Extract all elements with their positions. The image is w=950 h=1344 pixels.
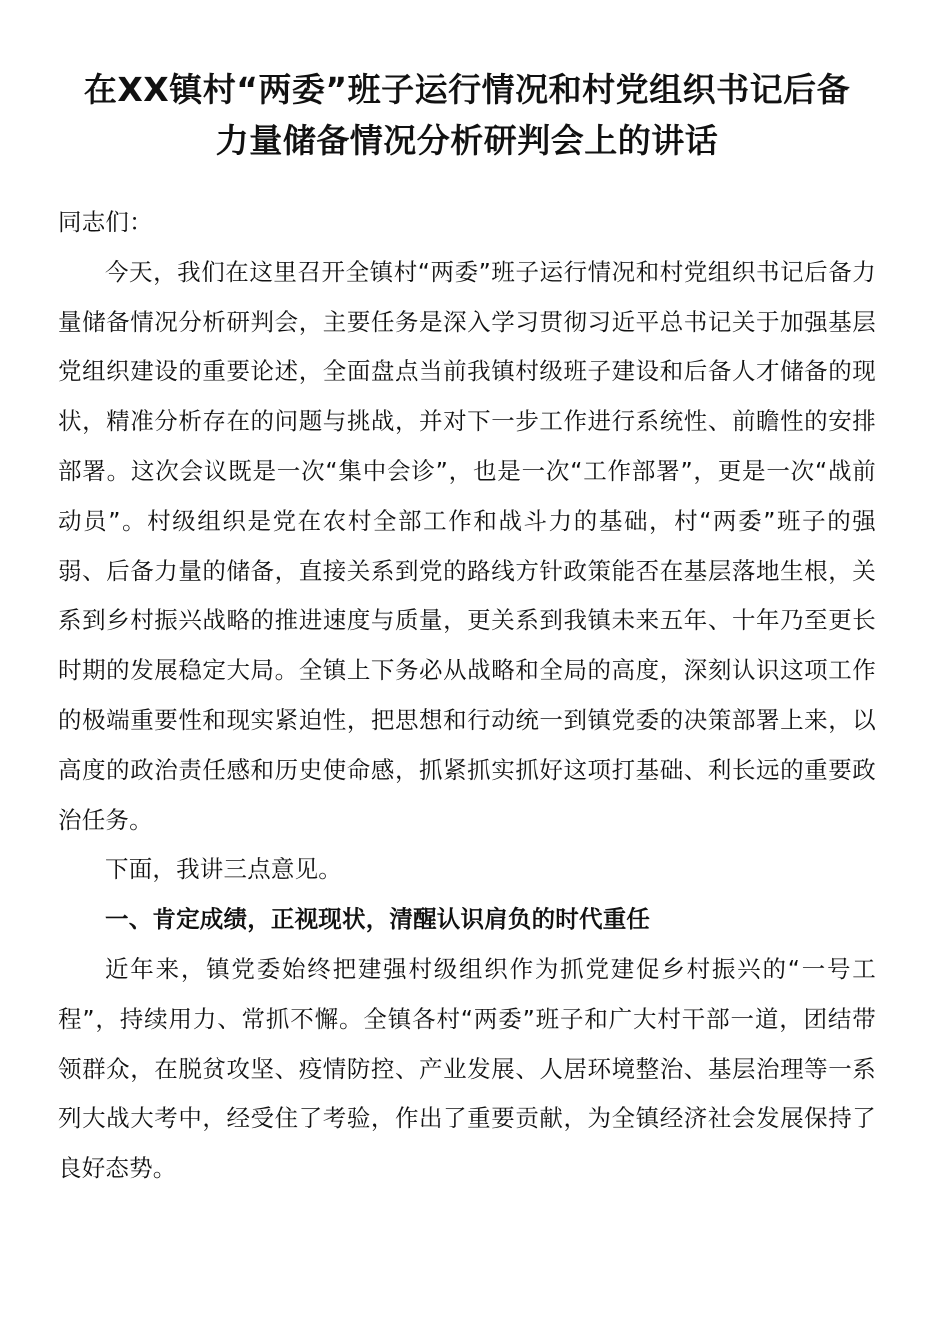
paragraph-opening: 今天，我们在这里召开全镇村“两委”班子运行情况和村党组织书记后备力量储备情况分析研判会，主要任务是深入学习贯彻习近平总书记关于加强基层党组织建设的重要论述，全面盘点当前我镇村级班子建设和后备人才储备的现状，精准分析存在的问题与挑战，并对下一步工作进行系统性、前瞻性的安排部署。这次会议既是一次“集中会诊”，也是一次“工作部署”，更是一次“战前动员”。村级组织是党在农村全部工作和战斗力的基础，村“两委”班子的强弱、后备力量的储备，直接关系到党的路线方针政策能否在基层落地生根，关系到乡村振兴战略的推进速度与质量，更关系到我镇未来五年、十年乃至更长时期的发展稳定大局。全镇上下务必从战略和全局的高度，深刻认识这项工作的极端重要性和现实紧迫性，把思想和行动统一到镇党委的决策部署上来，以高度的政治责任感和历史使命感，抓紧抓实抓好这项打基础、利长远的重要政治任务。 [58,257,876,834]
title-line-1: 在XX镇村“两委”班子运行情况和村党组织书记后备 [83,70,851,109]
paragraph-transition: 下面，我讲三点意见。 [105,855,342,884]
document-title [58,64,876,166]
section-heading-1: 一、肯定成绩，正视现状，清醒认识肩负的时代重任 [105,905,651,934]
document-body [58,198,876,1194]
paragraph-section-1: 近年来，镇党委始终把建强村级组织作为抓党建促乡村振兴的“一号工程”，持续用力、常抓不懈。全镇各村“两委”班子和广大村干部一道，团结带领群众，在脱贫攻坚、疫情防控、产业发展、人居环境整治、基层治理等一系列大战大考中，经受住了考验，作出了重要贡献，为全镇经济社会发展保持了良好态势。 [58,954,876,1183]
salutation: 同志们： [58,208,153,236]
title-line-2: 力量储备情况分析研判会上的讲话 [215,121,719,160]
